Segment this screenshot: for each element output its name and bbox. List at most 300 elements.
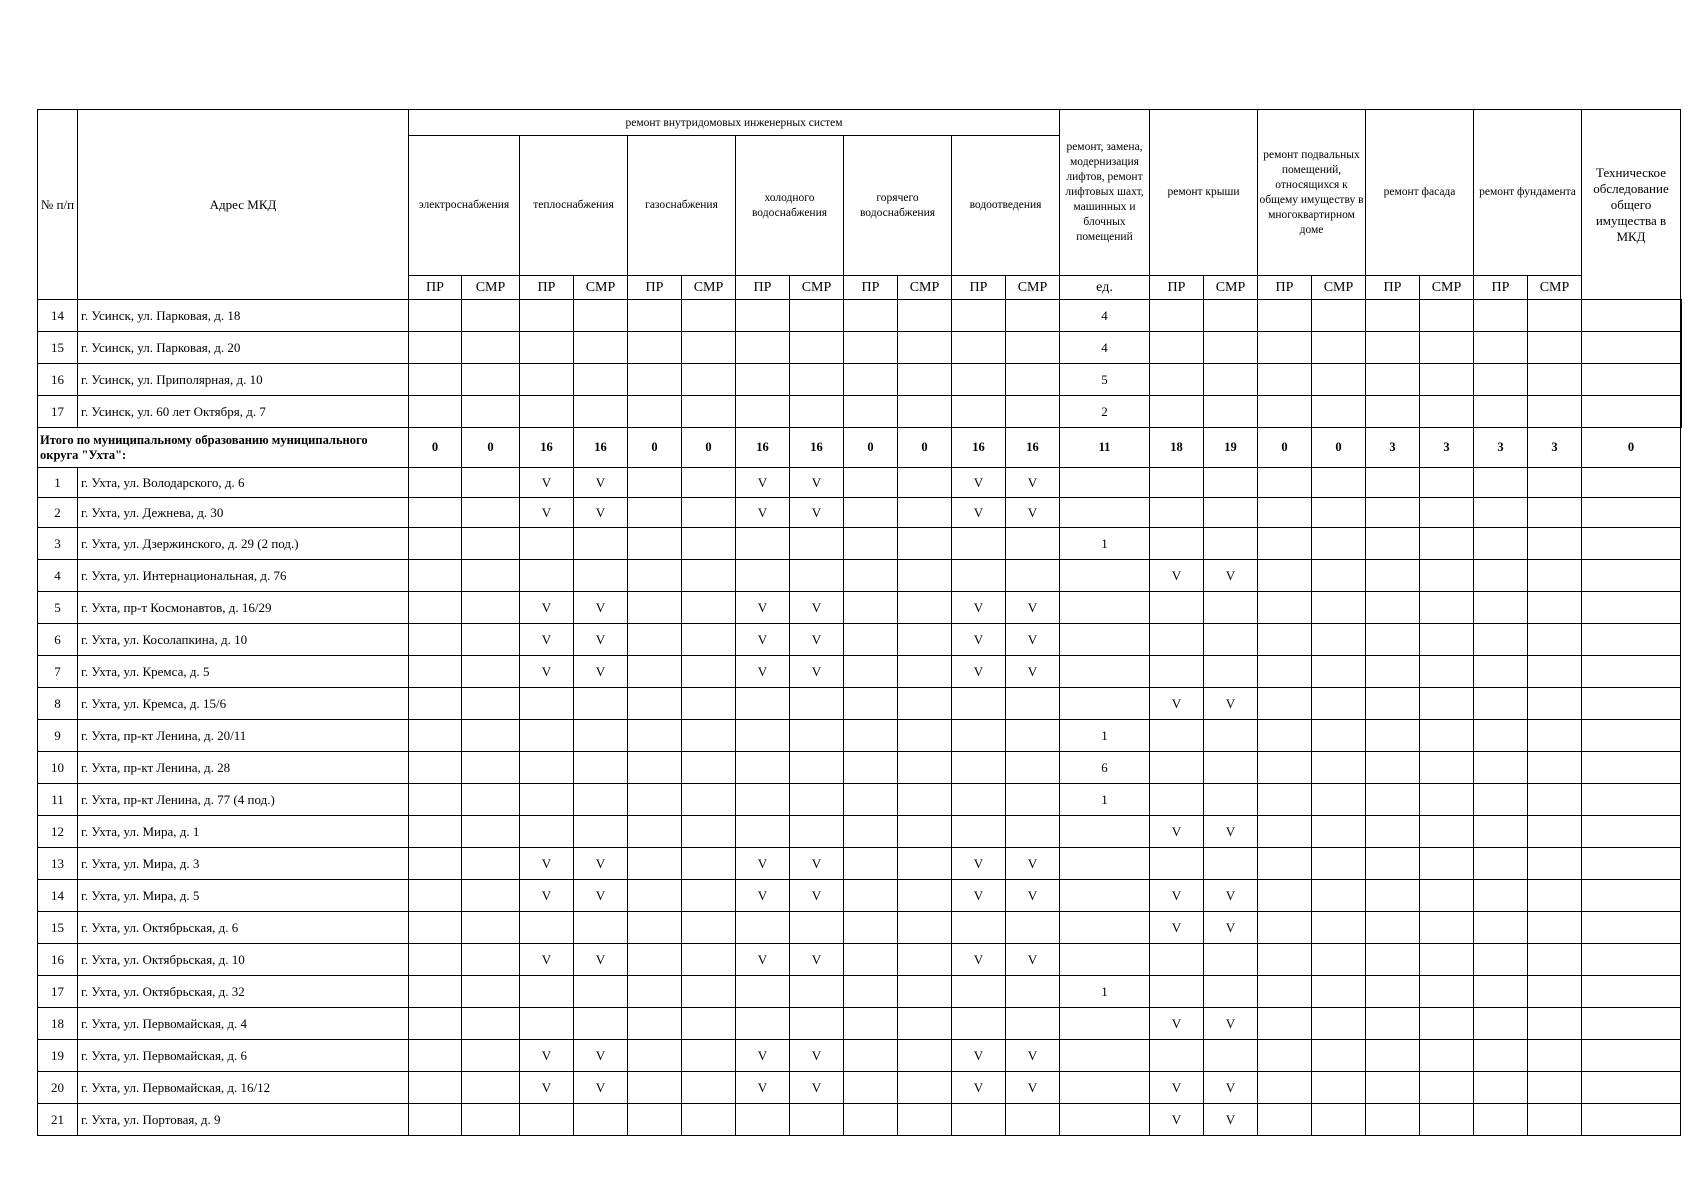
table-cell [898, 1104, 952, 1136]
table-cell [1582, 688, 1681, 720]
table-cell [1366, 528, 1420, 560]
table-cell [628, 912, 682, 944]
table-cell: 1 [1060, 784, 1150, 816]
table-cell [898, 1040, 952, 1072]
row-address: г. Ухта, ул. Первомайская, д. 6 [78, 1040, 409, 1072]
row-number: 3 [38, 528, 78, 560]
table-cell [1420, 498, 1474, 528]
table-cell: V [520, 1072, 574, 1104]
table-cell [1150, 528, 1204, 560]
table-cell [1258, 498, 1312, 528]
row-number: 6 [38, 624, 78, 656]
header-electric: электроснабжения [409, 136, 520, 276]
total-cell: 0 [1312, 428, 1366, 468]
table-cell [736, 688, 790, 720]
total-row [38, 428, 1682, 468]
table-cell [844, 560, 898, 592]
table-row [38, 784, 1682, 816]
table-cell [1258, 1040, 1312, 1072]
row-address: г. Ухта, ул. Первомайская, д. 16/12 [78, 1072, 409, 1104]
table-cell [462, 396, 520, 428]
table-cell [790, 332, 844, 364]
table-cell [520, 1104, 574, 1136]
table-row [38, 720, 1682, 752]
table-cell [1258, 848, 1312, 880]
table-cell [1528, 816, 1582, 848]
sub-header-pr: ПР [952, 276, 1006, 300]
table-cell [1258, 624, 1312, 656]
table-cell [1528, 364, 1582, 396]
table-cell [628, 784, 682, 816]
table-cell [1060, 848, 1150, 880]
table-cell [1528, 944, 1582, 976]
table-cell [1528, 784, 1582, 816]
table-cell [520, 912, 574, 944]
table-cell: V [952, 592, 1006, 624]
table-cell [1420, 784, 1474, 816]
table-cell [409, 624, 462, 656]
table-cell: V [1150, 1104, 1204, 1136]
table-cell [409, 300, 462, 332]
table-cell: V [574, 880, 628, 912]
table-cell [844, 468, 898, 498]
table-cell [844, 1008, 898, 1040]
table-cell [736, 300, 790, 332]
table-cell [628, 498, 682, 528]
total-cell: 0 [409, 428, 462, 468]
table-cell [1150, 752, 1204, 784]
table-cell [1204, 848, 1258, 880]
table-cell [574, 1104, 628, 1136]
table-cell [1582, 592, 1681, 624]
table-cell [682, 912, 736, 944]
table-cell [898, 752, 952, 784]
table-cell [1420, 364, 1474, 396]
row-number: 20 [38, 1072, 78, 1104]
table-row [38, 976, 1682, 1008]
table-cell: V [1204, 880, 1258, 912]
table-cell [1681, 396, 1682, 428]
sub-header-pr: ПР [1474, 276, 1528, 300]
sub-header-smr: СМР [574, 276, 628, 300]
table-cell [682, 688, 736, 720]
table-cell: V [1204, 560, 1258, 592]
row-address: г. Ухта, ул. Кремса, д. 5 [78, 656, 409, 688]
table-cell [1366, 1072, 1420, 1104]
table-cell: V [574, 1040, 628, 1072]
total-cell: 3 [1528, 428, 1582, 468]
table-cell [1528, 624, 1582, 656]
table-cell [1528, 688, 1582, 720]
total-cell: 16 [736, 428, 790, 468]
table-cell [790, 528, 844, 560]
table-cell [628, 656, 682, 688]
table-cell [1060, 592, 1150, 624]
table-cell [844, 752, 898, 784]
sub-header-pr: ПР [1258, 276, 1312, 300]
table-cell [898, 528, 952, 560]
table-cell [790, 752, 844, 784]
table-cell [1474, 976, 1528, 1008]
table-cell [1420, 528, 1474, 560]
table-cell [1258, 300, 1312, 332]
table-cell [1366, 300, 1420, 332]
table-cell [462, 976, 520, 1008]
table-cell [1366, 332, 1420, 364]
row-address: г. Ухта, ул. Володарского, д. 6 [78, 468, 409, 498]
table-cell: V [952, 468, 1006, 498]
table-cell [462, 498, 520, 528]
table-cell [682, 592, 736, 624]
table-cell [736, 816, 790, 848]
table-cell [1366, 1104, 1420, 1136]
table-cell [462, 848, 520, 880]
table-cell [1312, 528, 1366, 560]
table-cell: 1 [1060, 528, 1150, 560]
table-cell [1006, 560, 1060, 592]
table-cell [1582, 752, 1681, 784]
table-cell: V [520, 498, 574, 528]
table-cell [1006, 976, 1060, 1008]
table-cell: V [790, 468, 844, 498]
table-cell [898, 720, 952, 752]
table-cell [1312, 592, 1366, 624]
table-row [38, 396, 1682, 428]
table-cell: V [790, 656, 844, 688]
table-cell [628, 720, 682, 752]
table-cell [898, 880, 952, 912]
table-cell [1150, 784, 1204, 816]
table-cell: 4 [1060, 300, 1150, 332]
table-cell: V [1150, 1072, 1204, 1104]
table-cell [1474, 880, 1528, 912]
table-cell [520, 528, 574, 560]
table-cell [462, 332, 520, 364]
header-address: Адрес МКД [78, 110, 409, 300]
table-cell [1060, 1040, 1150, 1072]
table-cell [1006, 720, 1060, 752]
table-cell: V [520, 656, 574, 688]
table-cell: V [1150, 688, 1204, 720]
table-cell [844, 332, 898, 364]
table-cell [1528, 1008, 1582, 1040]
table-cell [1420, 688, 1474, 720]
row-number: 8 [38, 688, 78, 720]
table-cell [1312, 364, 1366, 396]
table-cell [1258, 528, 1312, 560]
row-number: 15 [38, 912, 78, 944]
table-cell: V [736, 848, 790, 880]
table-cell [1312, 944, 1366, 976]
table-cell [790, 364, 844, 396]
table-cell [898, 976, 952, 1008]
table-cell [1366, 396, 1420, 428]
table-cell [1150, 332, 1204, 364]
table-cell [574, 1008, 628, 1040]
table-row [38, 1008, 1682, 1040]
table-cell [1582, 944, 1681, 976]
table-cell [790, 816, 844, 848]
table-cell [628, 364, 682, 396]
table-cell [574, 688, 628, 720]
table-cell [409, 364, 462, 396]
table-row [38, 592, 1682, 624]
table-cell [844, 1040, 898, 1072]
table-cell [520, 720, 574, 752]
table-cell [1582, 498, 1681, 528]
table-cell [898, 468, 952, 498]
table-cell [628, 752, 682, 784]
header-lifts: ремонт, замена, модернизация лифтов, ремонт лифтовых шахт, машинных и блочных помещений [1060, 110, 1150, 276]
row-address: г. Ухта, ул. Интернациональная, д. 76 [78, 560, 409, 592]
table-cell [574, 332, 628, 364]
table-cell: 5 [1060, 364, 1150, 396]
table-cell [1258, 1104, 1312, 1136]
table-cell [628, 880, 682, 912]
table-cell [736, 332, 790, 364]
table-cell [409, 1040, 462, 1072]
table-cell [628, 976, 682, 1008]
table-cell [736, 364, 790, 396]
table-cell [1474, 752, 1528, 784]
table-cell [1150, 624, 1204, 656]
table-cell [1582, 1040, 1681, 1072]
table-cell [736, 752, 790, 784]
table-cell [1312, 976, 1366, 1008]
table-cell [1420, 624, 1474, 656]
table-cell [1420, 592, 1474, 624]
table-cell [1582, 880, 1681, 912]
table-cell [628, 944, 682, 976]
header-gas: газоснабжения [628, 136, 736, 276]
row-number: 5 [38, 592, 78, 624]
sub-header-smr: СМР [462, 276, 520, 300]
table-cell: V [790, 848, 844, 880]
table-cell [628, 592, 682, 624]
table-cell [1528, 848, 1582, 880]
table-cell [462, 720, 520, 752]
table-cell [682, 468, 736, 498]
table-row [38, 364, 1682, 396]
table-cell [1420, 720, 1474, 752]
table-cell [790, 720, 844, 752]
table-cell: V [1006, 592, 1060, 624]
table-cell [682, 848, 736, 880]
table-cell [844, 784, 898, 816]
table-cell [462, 592, 520, 624]
table-cell [1474, 688, 1528, 720]
table-cell [952, 560, 1006, 592]
table-cell [952, 784, 1006, 816]
row-number: 15 [38, 332, 78, 364]
total-cell: 16 [574, 428, 628, 468]
total-cell: 16 [952, 428, 1006, 468]
table-cell [1528, 528, 1582, 560]
table-cell [1366, 498, 1420, 528]
table-cell [409, 848, 462, 880]
table-cell [1582, 784, 1681, 816]
table-cell [1312, 560, 1366, 592]
table-row [38, 498, 1682, 528]
table-cell: 2 [1060, 396, 1150, 428]
table-cell: V [790, 1040, 844, 1072]
table-cell [844, 944, 898, 976]
table-cell: V [736, 944, 790, 976]
table-cell [1060, 1104, 1150, 1136]
table-cell [1060, 1008, 1150, 1040]
table-cell [898, 396, 952, 428]
table-cell [844, 848, 898, 880]
table-cell: V [1204, 1104, 1258, 1136]
table-cell [682, 1104, 736, 1136]
row-number: 7 [38, 656, 78, 688]
table-cell [736, 560, 790, 592]
table-cell [1420, 752, 1474, 784]
table-cell: V [1006, 624, 1060, 656]
table-cell [1312, 656, 1366, 688]
table-cell: V [1006, 1040, 1060, 1072]
table-cell [1420, 880, 1474, 912]
table-cell [682, 624, 736, 656]
table-cell [1204, 528, 1258, 560]
table-cell [736, 912, 790, 944]
table-cell: V [952, 498, 1006, 528]
table-cell [790, 976, 844, 1008]
table-cell [1474, 1008, 1528, 1040]
table-cell [1366, 1040, 1420, 1072]
table-cell [1060, 912, 1150, 944]
table-cell [1258, 1008, 1312, 1040]
table-cell [1420, 1104, 1474, 1136]
table-cell [1006, 364, 1060, 396]
table-cell [409, 688, 462, 720]
table-cell [898, 364, 952, 396]
table-cell [682, 396, 736, 428]
table-cell [1312, 498, 1366, 528]
sub-header-unit: ед. [1060, 276, 1150, 300]
table-cell [520, 364, 574, 396]
row-address: г. Усинск, ул. Парковая, д. 18 [78, 300, 409, 332]
table-cell [1060, 1072, 1150, 1104]
table-cell: 4 [1060, 332, 1150, 364]
table-cell [898, 784, 952, 816]
total-cell: 16 [1006, 428, 1060, 468]
table-cell [409, 498, 462, 528]
table-cell [1420, 848, 1474, 880]
table-cell [1474, 364, 1528, 396]
table-cell [898, 656, 952, 688]
row-number: 1 [38, 468, 78, 498]
table-cell [682, 300, 736, 332]
row-number: 19 [38, 1040, 78, 1072]
table-cell [1582, 976, 1681, 1008]
table-cell [1312, 624, 1366, 656]
table-cell [844, 720, 898, 752]
table-cell [1258, 1072, 1312, 1104]
table-cell [1366, 816, 1420, 848]
total-cell: 3 [1420, 428, 1474, 468]
table-row [38, 816, 1682, 848]
table-cell [1474, 528, 1528, 560]
table-cell [462, 560, 520, 592]
repair-table [37, 109, 1682, 1136]
table-cell [682, 364, 736, 396]
table-cell [790, 560, 844, 592]
table-cell: V [790, 944, 844, 976]
header-inspection: Техническое обследование общего имущества в МКД [1582, 110, 1681, 300]
table-cell [682, 976, 736, 1008]
table-cell [1312, 720, 1366, 752]
total-cell: 3 [1366, 428, 1420, 468]
table-cell [736, 396, 790, 428]
total-cell: 0 [898, 428, 952, 468]
table-cell [1582, 1104, 1681, 1136]
table-cell [1528, 880, 1582, 912]
table-cell: V [736, 880, 790, 912]
table-cell [462, 364, 520, 396]
table-cell: V [574, 944, 628, 976]
table-cell [409, 396, 462, 428]
table-cell [844, 300, 898, 332]
table-cell [1366, 592, 1420, 624]
table-cell [1312, 880, 1366, 912]
table-cell [1204, 784, 1258, 816]
table-cell [844, 498, 898, 528]
table-cell [1528, 912, 1582, 944]
table-cell [1006, 332, 1060, 364]
table-cell [1006, 816, 1060, 848]
table-cell [1528, 560, 1582, 592]
table-cell [462, 624, 520, 656]
table-cell [1474, 396, 1528, 428]
table-cell [1006, 300, 1060, 332]
table-cell [844, 1104, 898, 1136]
sub-header-smr: СМР [790, 276, 844, 300]
table-cell [1258, 784, 1312, 816]
table-cell [1204, 332, 1258, 364]
table-cell [574, 816, 628, 848]
table-cell [790, 1104, 844, 1136]
table-cell [409, 944, 462, 976]
row-address: г. Ухта, ул. Кремса, д. 15/6 [78, 688, 409, 720]
table-cell [1150, 1040, 1204, 1072]
table-cell [1258, 880, 1312, 912]
table-cell [1258, 912, 1312, 944]
row-number: 18 [38, 1008, 78, 1040]
table-cell [628, 1072, 682, 1104]
table-cell: V [574, 498, 628, 528]
row-address: г. Ухта, ул. Октябрьская, д. 32 [78, 976, 409, 1008]
table-cell [844, 976, 898, 1008]
table-cell [574, 364, 628, 396]
table-cell [1204, 1040, 1258, 1072]
table-cell [1258, 752, 1312, 784]
row-address: г. Ухта, ул. Косолапкина, д. 10 [78, 624, 409, 656]
table-cell [574, 720, 628, 752]
table-cell [844, 624, 898, 656]
table-cell [1060, 498, 1150, 528]
table-cell [1528, 720, 1582, 752]
table-cell: V [520, 848, 574, 880]
table-cell [1420, 396, 1474, 428]
table-cell [1582, 720, 1681, 752]
table-cell: 1 [1060, 976, 1150, 1008]
table-cell [1204, 720, 1258, 752]
table-cell [1060, 688, 1150, 720]
total-cell: 0 [462, 428, 520, 468]
row-number: 2 [38, 498, 78, 528]
table-cell [1060, 560, 1150, 592]
